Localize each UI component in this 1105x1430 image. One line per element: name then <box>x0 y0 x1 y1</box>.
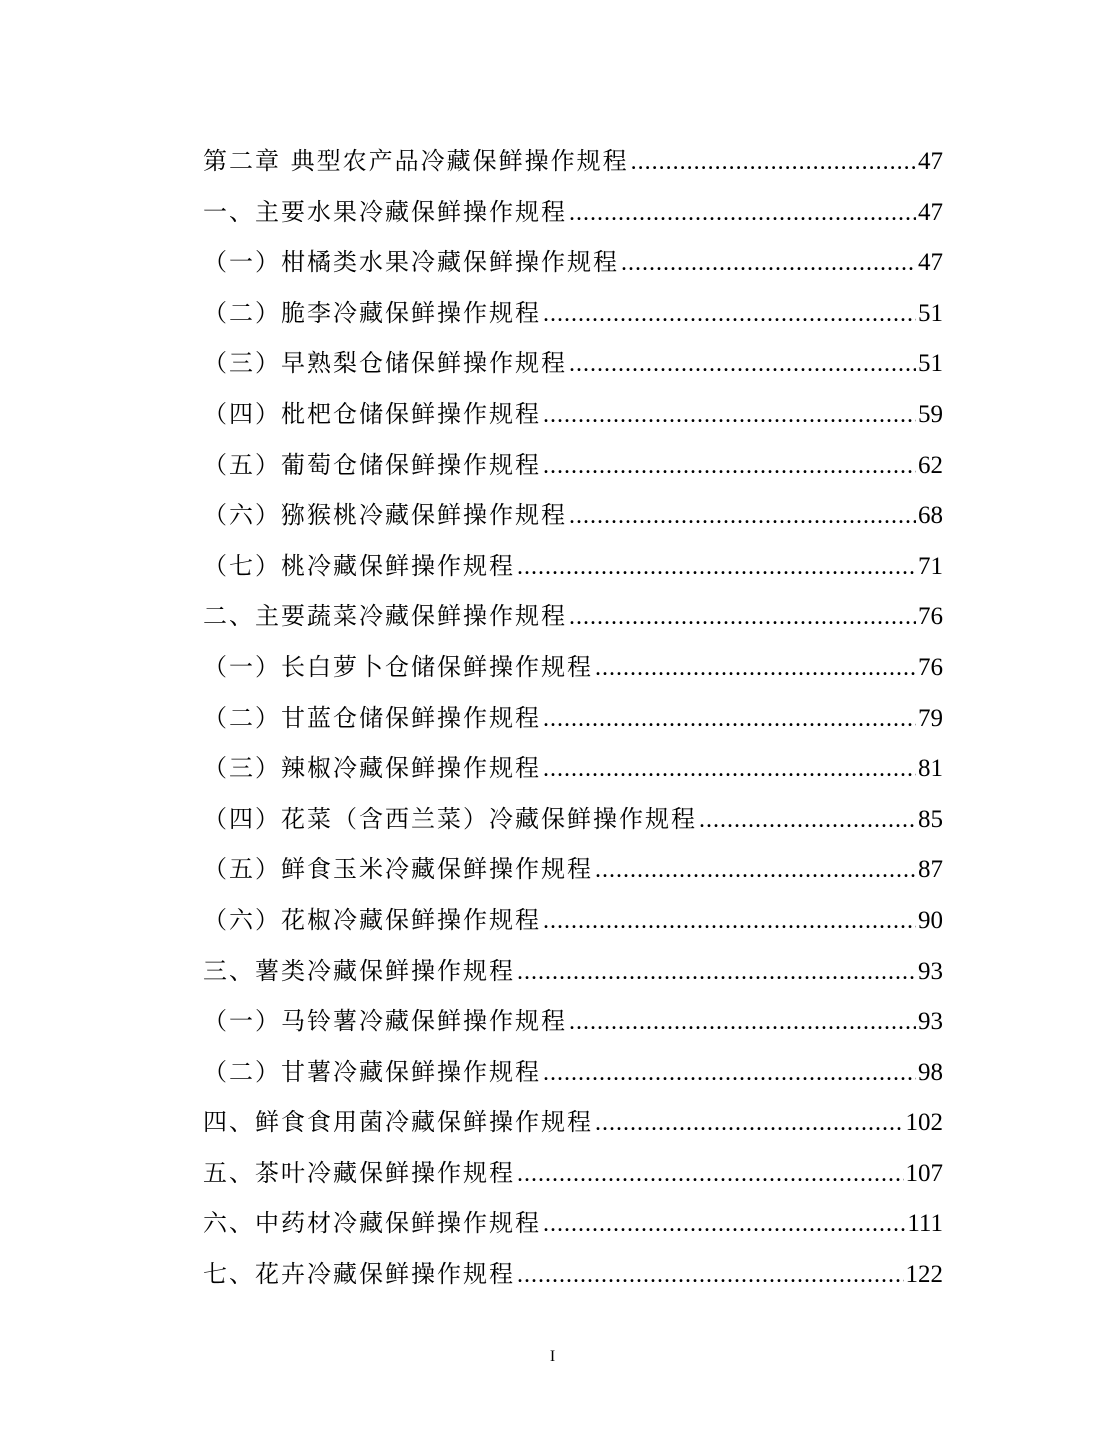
toc-entry-title: 一、主要水果冷藏保鲜操作规程 <box>203 197 567 226</box>
toc-entry-title: （一）长白萝卜仓储保鲜操作规程 <box>203 652 593 681</box>
toc-entry-page-number: 107 <box>905 1159 943 1187</box>
toc-entry-page-number: 51 <box>918 299 943 327</box>
toc-entry[interactable] <box>203 490 943 541</box>
table-of-contents <box>203 136 943 1300</box>
toc-entry-page-number: 47 <box>918 198 943 226</box>
toc-entry[interactable] <box>203 693 943 744</box>
toc-entry-title: 六、中药材冷藏保鲜操作规程 <box>203 1209 541 1238</box>
toc-entry-title: 五、茶叶冷藏保鲜操作规程 <box>203 1158 515 1187</box>
toc-dot-leader <box>569 491 916 542</box>
toc-entry-page-number: 102 <box>905 1109 943 1137</box>
toc-entry[interactable] <box>203 389 943 440</box>
toc-entry[interactable] <box>203 591 943 642</box>
toc-dot-leader <box>517 542 916 593</box>
toc-entry-page-number: 87 <box>918 856 943 884</box>
toc-entry[interactable] <box>203 743 943 794</box>
toc-entry-page-number: 47 <box>918 148 943 175</box>
toc-entry-page-number: 59 <box>918 400 943 428</box>
toc-entry[interactable] <box>203 1047 943 1098</box>
toc-entry[interactable] <box>203 338 943 389</box>
toc-entry[interactable] <box>203 440 943 491</box>
toc-entry[interactable] <box>203 844 943 895</box>
toc-dot-leader <box>595 1098 904 1149</box>
toc-entry[interactable] <box>203 946 943 997</box>
toc-entry[interactable] <box>203 541 943 592</box>
toc-entry-title: （四）枇杷仓储保鲜操作规程 <box>203 399 541 428</box>
toc-entry-page-number: 111 <box>907 1210 943 1238</box>
toc-entry-page-number: 76 <box>918 603 943 631</box>
toc-entry-title: 七、花卉冷藏保鲜操作规程 <box>203 1260 515 1289</box>
toc-entry[interactable] <box>203 1097 943 1148</box>
toc-entry-title: （二）脆李冷藏保鲜操作规程 <box>203 298 541 327</box>
toc-entry-title: （一）柑橘类水果冷藏保鲜操作规程 <box>203 248 619 277</box>
toc-dot-leader <box>543 896 916 947</box>
toc-entry[interactable] <box>203 1148 943 1199</box>
toc-entry[interactable] <box>203 237 943 288</box>
toc-dot-leader <box>621 238 916 289</box>
toc-entry-title: （五）鲜食玉米冷藏保鲜操作规程 <box>203 855 593 884</box>
toc-dot-leader <box>543 694 916 745</box>
toc-entry-page-number: 81 <box>918 755 943 783</box>
toc-dot-leader <box>543 744 916 795</box>
toc-entry-page-number: 93 <box>918 1008 943 1036</box>
toc-dot-leader <box>543 289 916 340</box>
toc-dot-leader <box>517 947 916 998</box>
toc-entry-title: （三）辣椒冷藏保鲜操作规程 <box>203 754 541 783</box>
toc-entry-title: 第二章 典型农产品冷藏保鲜操作规程 <box>203 147 629 175</box>
toc-dot-leader <box>569 997 916 1048</box>
toc-dot-leader <box>595 643 916 694</box>
toc-entry-title: 四、鲜食食用菌冷藏保鲜操作规程 <box>203 1108 593 1137</box>
toc-entry[interactable] <box>203 288 943 339</box>
page-number-footer: I <box>549 1348 556 1365</box>
toc-entry-page-number: 47 <box>918 249 943 277</box>
toc-entry-title: （二）甘薯冷藏保鲜操作规程 <box>203 1057 541 1086</box>
toc-entry-title: （四）花菜（含西兰菜）冷藏保鲜操作规程 <box>203 804 697 833</box>
toc-entry-page-number: 71 <box>918 552 943 580</box>
toc-entry-page-number: 122 <box>905 1261 943 1289</box>
toc-entry-title: 三、薯类冷藏保鲜操作规程 <box>203 956 515 985</box>
toc-entry-title: （七）桃冷藏保鲜操作规程 <box>203 551 515 580</box>
toc-entry-page-number: 62 <box>918 451 943 479</box>
toc-entry[interactable] <box>203 794 943 845</box>
toc-entry[interactable] <box>203 642 943 693</box>
toc-entry[interactable] <box>203 895 943 946</box>
toc-entry-page-number: 98 <box>918 1058 943 1086</box>
toc-dot-leader <box>543 441 916 492</box>
toc-entry-page-number: 76 <box>918 653 943 681</box>
toc-dot-leader <box>631 137 916 188</box>
toc-entry[interactable] <box>203 996 943 1047</box>
toc-dot-leader <box>517 1250 904 1301</box>
toc-dot-leader <box>543 390 916 441</box>
toc-entry-title: （二）甘蓝仓储保鲜操作规程 <box>203 703 541 732</box>
toc-entry-title: （六）花椒冷藏保鲜操作规程 <box>203 905 541 934</box>
toc-dot-leader <box>699 795 916 846</box>
toc-entry[interactable] <box>203 136 943 187</box>
toc-entry-page-number: 85 <box>918 805 943 833</box>
toc-entry[interactable] <box>203 1249 943 1300</box>
toc-entry-title: 二、主要蔬菜冷藏保鲜操作规程 <box>203 602 567 631</box>
toc-entry-title: （三）早熟梨仓储保鲜操作规程 <box>203 349 567 378</box>
toc-dot-leader <box>543 1199 905 1250</box>
toc-dot-leader <box>569 188 916 239</box>
toc-dot-leader <box>517 1149 904 1200</box>
toc-entry-title: （五）葡萄仓储保鲜操作规程 <box>203 450 541 479</box>
toc-entry[interactable] <box>203 187 943 238</box>
toc-entry-page-number: 79 <box>918 704 943 732</box>
toc-dot-leader <box>543 1048 916 1099</box>
toc-entry-title: （六）猕猴桃冷藏保鲜操作规程 <box>203 501 567 530</box>
toc-dot-leader <box>569 339 916 390</box>
toc-dot-leader <box>595 845 916 896</box>
toc-entry-page-number: 51 <box>918 350 943 378</box>
toc-entry-page-number: 90 <box>918 906 943 934</box>
toc-entry-page-number: 93 <box>918 957 943 985</box>
toc-entry-page-number: 68 <box>918 502 943 530</box>
toc-entry-title: （一）马铃薯冷藏保鲜操作规程 <box>203 1007 567 1036</box>
toc-entry[interactable] <box>203 1198 943 1249</box>
toc-dot-leader <box>569 592 916 643</box>
